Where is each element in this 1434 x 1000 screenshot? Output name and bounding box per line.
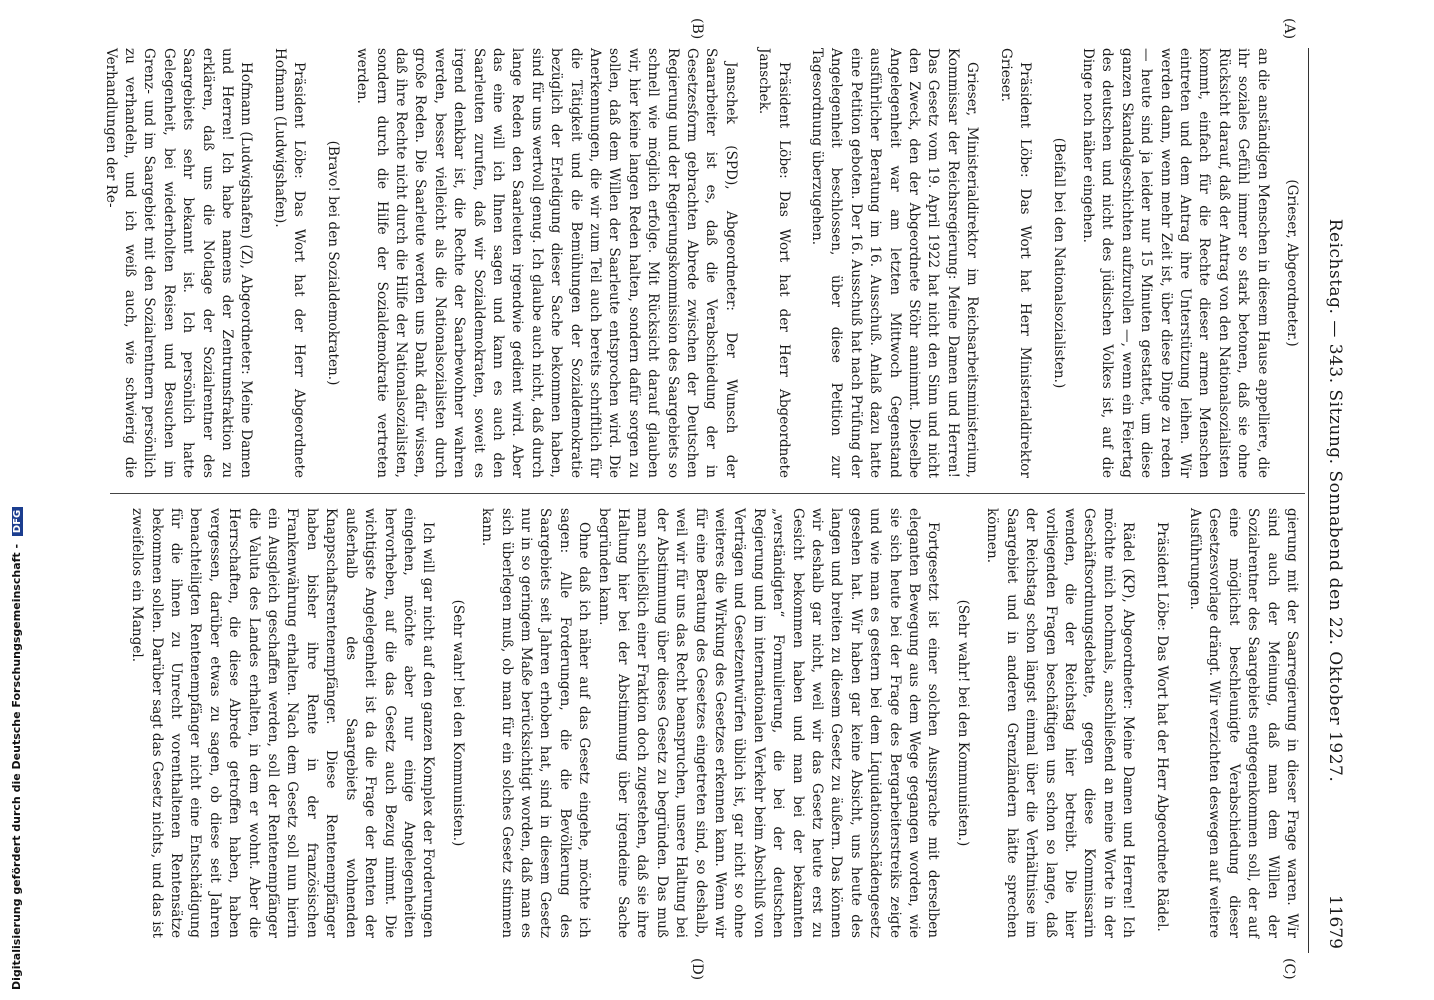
digitization-credit	[10, 10, 23, 990]
paragraph: gierung mit der Saarregierung in dieser Frage waren. Wir sind auch der Meinung, daß man dem Willen der Sozialrentner des Saargebiets entgegenkommen soll, der auf eine möglichst beschleunigte Verabschiedung dieser Gesetzesvorlage drängt. Wir verzichten deswegen auf weitere Ausführungen.	[1186, 508, 1300, 938]
page-number: 11679	[1325, 894, 1345, 949]
applause-note: (Bravo! bei den Sozialdemokraten.)	[324, 140, 341, 386]
dfg-logo: DFG	[12, 507, 23, 536]
paragraph: Präsident Löbe: Das Wort hat der Herr Abgeordnete Janschek.	[756, 48, 792, 478]
paragraph: Grieser, Ministerialdirektor im Reichsarbeitsministerium, Kommissar der Reichsregierung: Meine Damen und Herren! Das Gesetz vom 19. April 1922 hat nicht den Sinn und nicht den Zweck, den der Abgeordnete Stöhr annimmt. Dieselbe Angelegenheit war am letzten Mittwoch Gegenstand ausführlicher Beratung im 16. Ausschuß. Anlaß dazu hatte eine Petition geboten. Der 16. Ausschuß hat nach Prüfung der Angelegenheit beschlossen, über diese Petition zur Tagesordnung überzugehen.	[809, 48, 981, 478]
paragraph: Präsident Löbe: Das Wort hat der Herr Abgeordnete Rädel.	[1153, 522, 1170, 932]
rotated-page	[100, 18, 1345, 981]
header-title: Reichstag. — 343. Sitzung. Sonnabend den 22. Oktober 1927.	[1325, 218, 1345, 783]
paragraph: Ohne daß ich näher auf das Gesetz eingehe, möchte ich sagen: Alle Forderungen, die die Bevölkerung des Saargebiets seit Jahren erhoben hat, sind in diesem Gesetz nur in so geringem Maße berücksichtigt worden, daß man es sich überlegen muß, ob man für ein solches Gesetz stimmen kann.	[479, 508, 593, 938]
speaker-continuation: (Grieser, Abgeordneter.)	[1284, 179, 1300, 347]
paragraph: Janschek (SPD), Abgeordneter: Der Wunsch der Saararbeiter ist es, daß die Verabschiedung der in Gesetzesform gebrachten Abrede zwischen der Deutschen Regierung und der Regierungskommission des Saargebiets so schnell wie möglich erfolge. Mit Rücksicht darauf glauben wir, hier keine langen Reden halten, sondern dafür sorgen zu sollen, daß dem Willen der Saarleute entsprochen wird. Die Anerkennungen, die wir zum Teil auch bereits schriftlich für die Tätigkeit und die Bemühungen der Sozialdemokratie bezüglich der Erledigung dieser Sache bekommen haben, sind für uns wertvoll genug. Ich glaube auch nicht, daß durch lange Reden den Saarleuten irgendwie gedient wird. Aber das eine will ich Ihnen sagen und kann es auch den Saarleuten zurufen, daß wir Sozialdemokraten, soweit es irgend denkbar ist, die Rechte der Saarbewohner wahren werden, besser vielleicht als die Nationalsozialisten durch große Reden. Die Saarleute werden uns Dank dafür wissen, daß ihre Rechte nicht durch die Hilfe der Nationalsozialisten, sondern durch die Hilfe der Sozialdemokratie vertreten werden.	[354, 48, 739, 478]
paragraph: an die anständigen Menschen in diesem Hause appelliere, die ihr soziales Gefühl immer so stark betonen, daß sie ohne Rücksicht darauf, daß der Antrag von den Nationalsozialisten kommt, einfach für die Rechte dieser armen Menschen eintreten und dem Antrag ihre Unterstützung leihen. Wir werden dann, wenn mehr Zeit ist, über diese Dinge zu reden — heute sind ja leider nur 15 Minuten gestattet, um diese ganzen Skandalgeschichten aufzurollen —, wenn ein Feiertag des deutschen und nicht des jüdischen Volkes ist, auf die Dinge noch näher eingehen.	[1079, 48, 1271, 478]
margin-mark-c: (C)	[1281, 958, 1297, 980]
column-divider	[110, 493, 1305, 494]
margin-mark-a: (A)	[1281, 18, 1297, 40]
paragraph: Ich will gar nicht auf den ganzen Komplex der Forderungen eingehen, möchte aber nur einige Angelegenheiten hervorheben, auf die das Gesetz auch Bezug nimmt. Die wichtigste Angelegenheit ist da die Frage der Renten der außerhalb des Saargebiets wohnenden Knappschaftsrentenempfänger. Diese Rentenempfänger haben bisher ihre Rente in der französischen Frankenwährung erhalten. Nach dem Gesetz soll nun hierin ein Ausgleich geschaffen werden, soll der Rentenempfänger die Valuta des Landes erhalten, in dem er wohnt. Aber die Herrschaften, die diese Abrede getroffen haben, haben vergessen, darüber etwas zu sagen, ob diese seit Jahren benachteiligten Rentenempfänger nicht eine Entschädigung für die ihnen zu Unrecht vorenthaltenen Rentensätze bekommen sollen. Darüber sagt das Gesetz nichts, und das ist zweifellos ein Mangel.	[129, 508, 437, 938]
margin-mark-d: (D)	[689, 958, 705, 981]
applause-note: (Sehr wahr! bei den Kommunisten.)	[449, 599, 466, 847]
paragraph: Fortgesetzt ist einer solchen Aussprache mit derselben eleganten Bewegung aus dem Wege gegangen worden, wie sie sich heute bei der Frage des Bergarbeiterstreiks zeigte und wie man es gestern bei dem Liquidationsschädengesetz gesehen hat. Wir haben gar keine Absicht, uns heute des langen und breiten zu diesem Gesetz zu äußern. Das können wir deshalb gar nicht, weil wir das Gesetz heute erst zu Gesicht bekommen haben und man bei der bekannten „verständigten“ Formulierung, die bei der deutschen Regierung und im internationalen Verkehr beim Abschluß von Verträgen und Gesetzentwürfen üblich ist, gar nicht so ohne weiteres die Wirkung des Gesetzes erkennen kann. Wenn wir für eine Beratung des Gesetzes eingetreten sind, so deshalb, weil wir für uns das Recht beanspruchen, unsere Haltung bei der Abstimmung über dieses Gesetz zu begründen. Das muß man schließlich einer Fraktion doch zugestehen, daß sie ihre Haltung hier bei der Abstimmung über irgendeine Sache begründen kann.	[595, 508, 942, 938]
applause-note: (Sehr wahr! bei den Kommunisten.)	[954, 599, 971, 847]
applause-note: (Beifall bei den Nationalsozialisten.)	[1050, 137, 1067, 389]
paragraph: Hofmann (Ludwigshafen) (Z), Abgeordneter: Meine Damen und Herren! Ich habe namens der Zentrumsfraktion zu erklären, daß uns die Notlage der Sozialrentner des Saargebiets sehr bekannt ist. Ich persönlich hatte Gelegenheit, bei wiederholten Reisen und Besuchen im Grenz- und im Saargebiet mit den Sozialrentnern persönlich zu verhandeln, und ich weiß auch, wie schwierig die Verhandlungen der Re-	[102, 48, 255, 478]
margin-mark-b: (B)	[689, 18, 705, 40]
credit-text: Digitalisierung gefördert durch die Deutsche Forschungsgemeinschaft -	[10, 543, 23, 990]
paragraph: Präsident Löbe: Das Wort hat Herr Ministerialdirektor Grieser.	[997, 48, 1034, 478]
right-column	[111, 508, 1301, 938]
left-column	[102, 48, 1301, 478]
header-rule	[1308, 48, 1309, 953]
page-header	[1315, 48, 1345, 953]
paragraph: Präsident Löbe: Das Wort hat der Herr Abgeordnete Hofmann (Ludwigshafen).	[271, 48, 308, 478]
paragraph: Rädel (KP), Abgeordneter: Meine Damen und Herren! Ich möchte mich nochmals, anschließend an meine Worte in der Geschäftsordnungsdebatte, gegen diese Kommissarin wenden, die der Reichstag hier betreibt. Die hier vorliegenden Fragen beschäftigen uns schon so lange, daß der Reichstag schon längst einmal über die Verhältnisse im Saargebiet und in anderen Grenzländern hätte sprechen können.	[984, 508, 1137, 938]
